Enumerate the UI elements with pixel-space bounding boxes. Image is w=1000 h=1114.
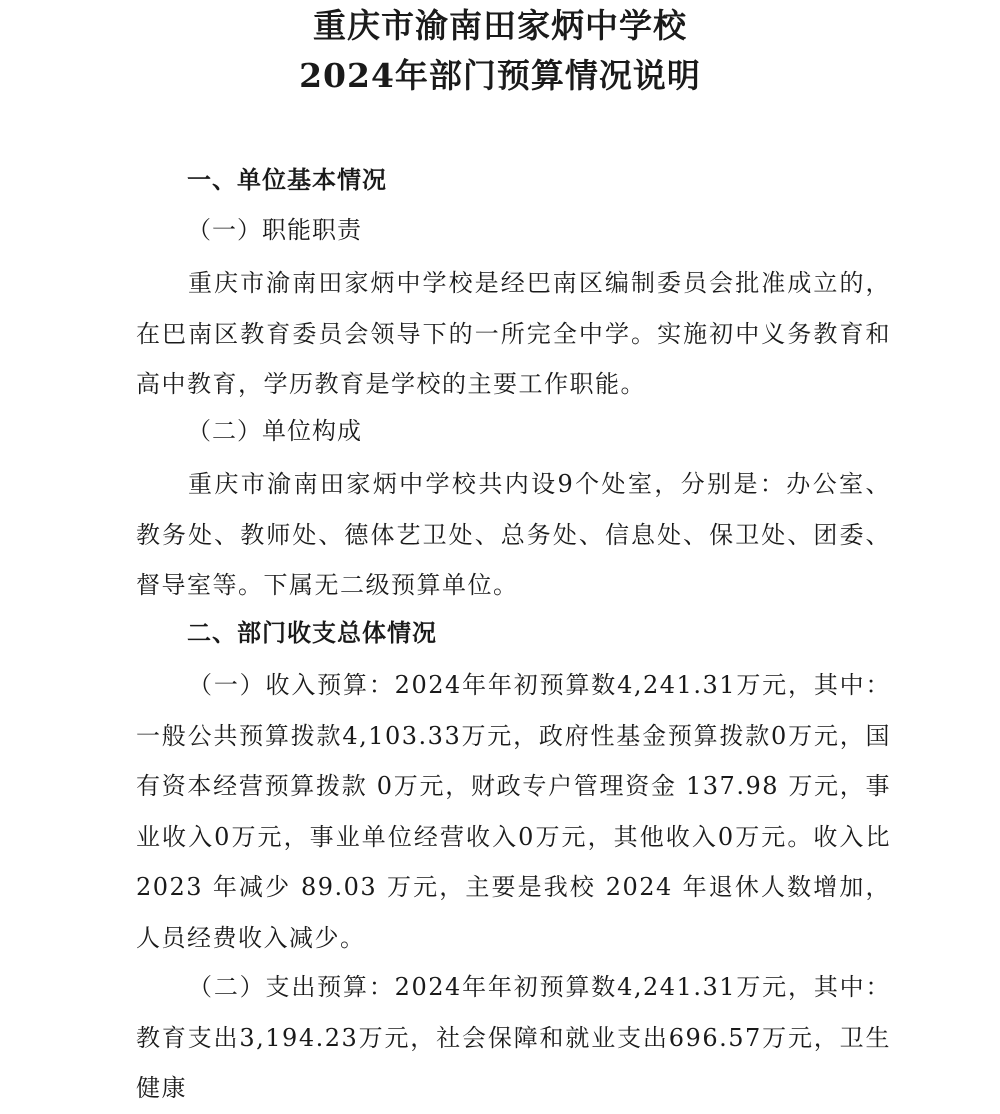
- section1-sub2-paragraph: 重庆市渝南田家炳中学校共内设9个处室，分别是：办公室、教务处、教师处、德体艺卫处、总务处、信息处、保卫处、团委、督导室等。下属无二级预算单位。: [136, 470, 891, 599]
- document-title-line1: 重庆市渝南田家炳中学校: [313, 6, 687, 45]
- section1-heading: 一、单位基本情况: [187, 165, 387, 194]
- section2-expense-paragraph: （二）支出预算：2024年年初预算数4,241.31万元，其中：教育支出3,194.23万元，社会保障和就业支出696.57万元，卫生健康: [136, 973, 891, 1102]
- section1-sub1-heading: （一）职能职责: [187, 216, 362, 244]
- section1-sub1-paragraph: 重庆市渝南田家炳中学校是经巴南区编制委员会批准成立的，在巴南区教育委员会领导下的一所完全中学。实施初中义务教育和高中教育，学历教育是学校的主要工作职能。: [136, 269, 891, 398]
- section2-income-paragraph: （一）收入预算：2024年年初预算数4,241.31万元，其中：一般公共预算拨款4,103.33万元，政府性基金预算拨款0万元，国有资本经营预算拨款 0万元，财政专户管理资金 137.98 万元，事业收入0万元，事业单位经营收入0万元，其他收入0万元。收入比2023 年减少 89.03 万元，主要是我校 2024 年退休人数增加，人员经费收入减少。: [136, 671, 891, 952]
- section1-sub2-heading: （二）单位构成: [187, 417, 362, 445]
- section2-heading: 二、部门收支总体情况: [187, 618, 437, 647]
- document-title-line2: 2024年部门预算情况说明: [299, 56, 701, 95]
